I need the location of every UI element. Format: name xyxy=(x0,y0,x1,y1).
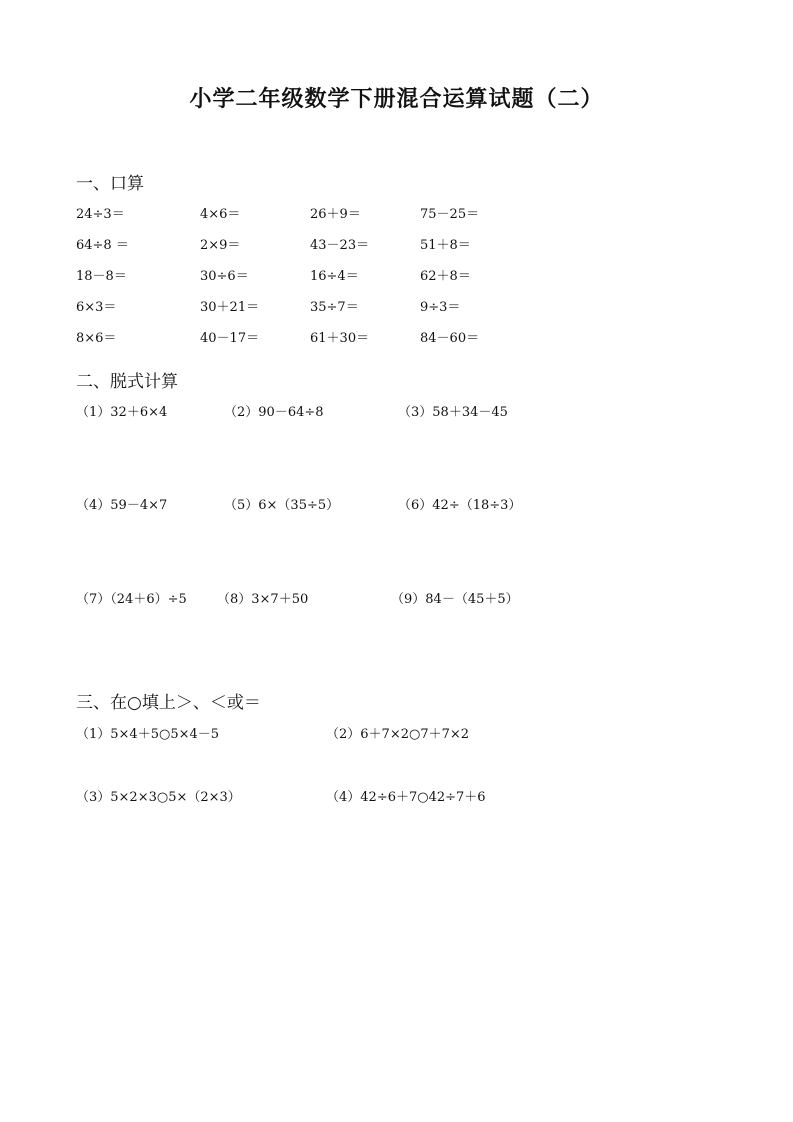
compare-problem: （1）5×4＋5○5×4－5 xyxy=(76,727,220,742)
oral-problem: 18－8＝ xyxy=(76,269,127,284)
section-heading-compare: 三、在○填上＞、＜或＝ xyxy=(76,693,261,713)
oral-problem: 26＋9＝ xyxy=(310,207,361,222)
oral-problem: 2×9＝ xyxy=(200,238,241,253)
section-heading-oral: 一、口算 xyxy=(76,174,144,194)
oral-problem: 30÷6＝ xyxy=(200,269,249,284)
oral-problem: 61＋30＝ xyxy=(310,331,370,346)
step-problem: （8）3×7＋50 xyxy=(217,592,309,607)
step-problem: （4）59－4×7 xyxy=(76,498,168,513)
compare-problem: （2）6＋7×2○7＋7×2 xyxy=(326,727,470,742)
step-problem: （7）（24＋6）÷5 xyxy=(76,592,187,607)
oral-problem: 4×6＝ xyxy=(200,207,241,222)
oral-problem: 24÷3＝ xyxy=(76,207,125,222)
oral-problem: 62＋8＝ xyxy=(420,269,471,284)
oral-problem: 40－17＝ xyxy=(200,331,260,346)
oral-row xyxy=(76,329,536,360)
section-heading-steps: 二、脱式计算 xyxy=(76,372,178,392)
oral-arithmetic-grid xyxy=(76,205,536,360)
compare-problem: （4）42÷6＋7○42÷7＋6 xyxy=(326,790,486,805)
step-problem: （3）58＋34－45 xyxy=(398,405,508,420)
step-problem: （9）84－（45＋5） xyxy=(391,592,519,607)
step-problem: （1）32＋6×4 xyxy=(76,405,168,420)
oral-problem: 16÷4＝ xyxy=(310,269,359,284)
compare-problem: （3）5×2×3○5×（2×3） xyxy=(76,790,241,805)
oral-row xyxy=(76,298,536,329)
oral-problem: 64÷8 ＝ xyxy=(76,238,129,253)
oral-problem: 75－25＝ xyxy=(420,207,480,222)
oral-problem: 6×3＝ xyxy=(76,300,117,315)
oral-row xyxy=(76,236,536,267)
oral-problem: 9÷3＝ xyxy=(420,300,461,315)
step-problem: （5）6×（35÷5） xyxy=(224,498,340,513)
oral-problem: 8×6＝ xyxy=(76,331,117,346)
oral-problem: 35÷7＝ xyxy=(310,300,359,315)
page-title: 小学二年级数学下册混合运算试题（二） xyxy=(189,87,604,112)
step-problem: （6）42÷（18÷3） xyxy=(398,498,522,513)
oral-problem: 84－60＝ xyxy=(420,331,480,346)
oral-problem: 43－23＝ xyxy=(310,238,370,253)
oral-problem: 30＋21＝ xyxy=(200,300,260,315)
oral-row xyxy=(76,205,536,236)
oral-row xyxy=(76,267,536,298)
oral-problem: 51＋8＝ xyxy=(420,238,471,253)
step-problem: （2）90－64÷8 xyxy=(224,405,324,420)
